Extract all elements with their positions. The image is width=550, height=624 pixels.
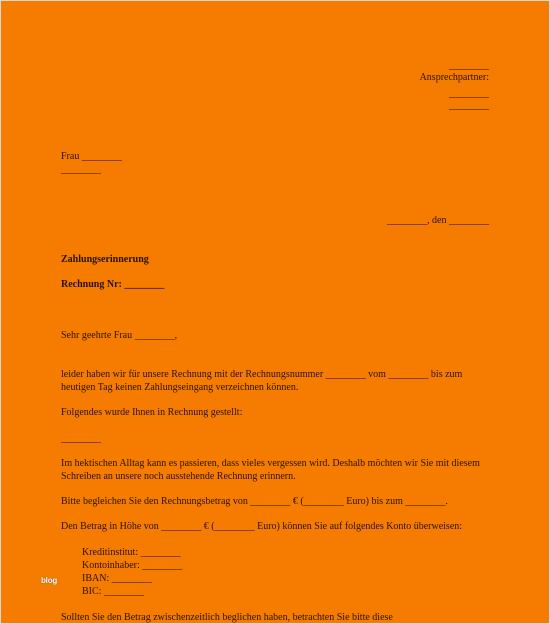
paragraph-already-paid: Sollten Sie den Betrag zwischenzeitlich beglichen haben, betrachten Sie bitte diese	[61, 612, 393, 623]
subject-heading: Zahlungserinnerung	[61, 254, 149, 265]
paragraph-reminder: Im hektischen Alltag kann es passieren, dass vieles vergessen wird. Deshalb möchten wir Sie mit diesem Schreiben an unsere noch ausstehende Rechnung erinnern.	[61, 458, 480, 482]
paragraph-overdue: leider haben wir für unsere Rechnung mit der Rechnungsnummer ________ vom ________ bis zum heutigen Tag keinen Zahlungseingang verzeichnen können.	[61, 369, 463, 393]
date-line: ________, den ________	[387, 215, 489, 226]
items-placeholder: ________	[61, 433, 101, 444]
invoice-number-line: Rechnung Nr: ________	[61, 279, 165, 290]
sender-line-1: ________	[449, 60, 489, 71]
paragraph-billed: Folgendes wurde Ihnen in Rechnung gestellt:	[61, 407, 243, 418]
greeting: Sehr geehrte Frau ________,	[61, 330, 178, 341]
recipient-address: ________	[61, 164, 101, 175]
bank-iban: IBAN: ________	[82, 573, 152, 584]
paragraph-transfer: Den Betrag in Höhe von ________ € (________ Euro) können Sie auf folgendes Konto überweisen:	[61, 521, 463, 532]
sender-line-3: ________	[449, 88, 489, 99]
bank-institute: Kreditinstitut: ________	[82, 547, 181, 558]
recipient-salutation: Frau ________	[61, 151, 122, 162]
sender-line-4: ________	[449, 100, 489, 111]
sender-contact-label: Ansprechpartner:	[419, 72, 489, 83]
bank-bic: BIC: ________	[82, 586, 144, 597]
bank-holder: Kontoinhaber: ________	[82, 560, 183, 571]
paragraph-pay-by: Bitte begleichen Sie den Rechnungsbetrag von ________ € (________ Euro) bis zum ________.	[61, 496, 448, 507]
blog-watermark: blog	[41, 576, 58, 585]
